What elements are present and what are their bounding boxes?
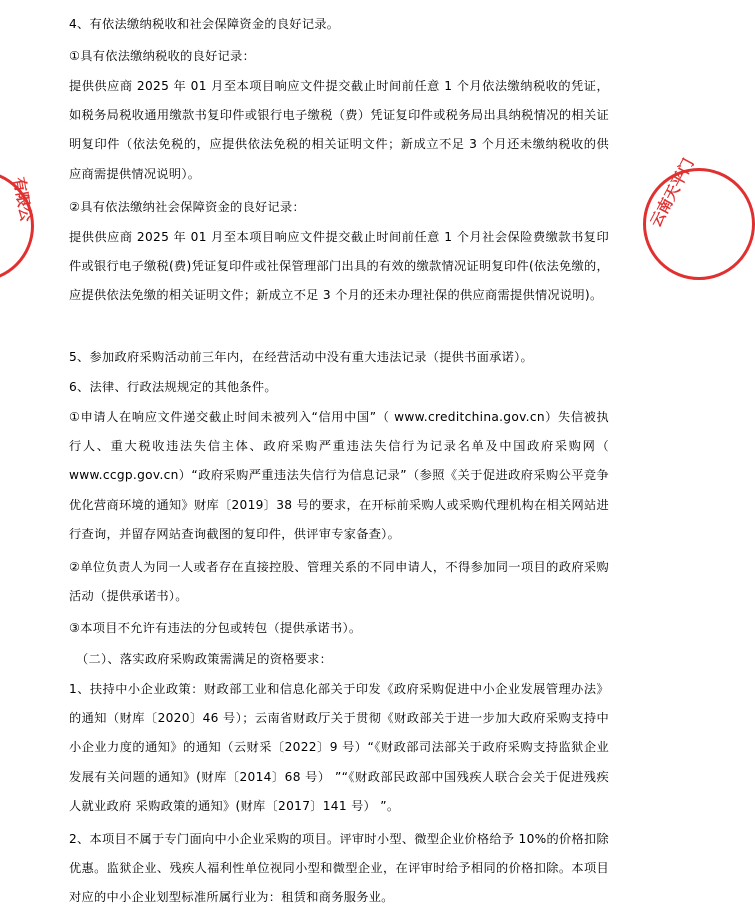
paragraph-item-6: 6、法律、行政法规规定的其他条件。	[69, 380, 277, 394]
paragraph-tax-body: 提供供应商 2025 年 01 月至本项目响应文件提交截止时间前任意 1 个月依法缴纳税收的凭证，如税务局税收通用缴款书复印件或银行电子缴税（费）凭证复印件或税务局出具纳税情况的相关证明复印件（依法免税的，应提供依法免税的相关证明文件；新成立不足 3 个月还未缴纳税收的供应商需提供情况说明）。	[69, 79, 609, 181]
company-seal-left	[0, 170, 34, 282]
paragraph-item-5: 5、参加政府采购活动前三年内，在经营活动中没有重大违法记录（提供书面承诺）。	[69, 350, 533, 364]
company-seal-right	[643, 155, 755, 280]
paragraph-sme-policy: 1、扶持中小企业政策：财政部工业和信息化部关于印发《政府采购促进中小企业发展管理办法》的通知（财库〔2020〕46 号）；云南省财政厅关于贯彻《财政部关于进一步加大政府采购支持中小企业力度的通知》的通知（云财采〔2022〕9 号）“《财政部司法部关于政府采购支持监狱企业发展有关问题的通知》(财库〔2014〕68 号） ”“《财政部民政部中国残疾人联合会关于促进残疾人就业政府 采购政策的通知》(财库〔2017〕141 号） ”。	[69, 682, 609, 813]
seal-text-right: 云南天平门	[646, 155, 698, 230]
section-heading-policy: （二）、落实政府采购政策需满足的资格要求：	[76, 652, 333, 666]
paragraph-tax-heading: ①具有依法缴纳税收的良好记录：	[69, 49, 256, 63]
paragraph-social-body: 提供供应商 2025 年 01 月至本项目响应文件提交截止时间前任意 1 个月社会保险费缴款书复印件或银行电子缴税(费)凭证复印件或社保管理部门出具的有效的缴款情况证明复印件(依法免缴的，应提供依法免缴的相关证明文件；新成立不足 3 个月的还未办理社保的供应商需提供情况说明)。	[69, 230, 609, 303]
seal-text-left: 有限公	[9, 175, 36, 224]
paragraph-item-4: 4、有依法缴纳税收和社会保障资金的良好记录。	[69, 17, 340, 31]
paragraph-same-person: ②单位负责人为同一人或者存在直接控股、管理关系的不同申请人，不得参加同一项目的政府采购活动（提供承诺书）。	[69, 560, 609, 604]
paragraph-social-heading: ②具有依法缴纳社会保障资金的良好记录：	[69, 200, 306, 214]
paragraph-subcontract: ③本项目不允许有违法的分包或转包（提供承诺书）。	[69, 621, 362, 635]
paragraph-credit-check: ①申请人在响应文件递交截止时间未被列入“信用中国”（ www.creditchina.gov.cn）失信被执行人、重大税收违法失信主体、政府采购严重违法失信行为记录名单及中国政府采购网（ www.ccgp.gov.cn）“政府采购严重违法失信行为信息记录”（参照《关于促进政府采购公平竞争优化营商环境的通知》财库〔2019〕38 号的要求，在开标前采购人或采购代理机构在相关网站进行查询，并留存网站查询截图的复印件，供评审专家备查）。	[69, 410, 609, 541]
paragraph-price-deduction: 2、本项目不属于专门面向中小企业采购的项目。评审时小型、微型企业价格给予 10%的价格扣除优惠。监狱企业、残疾人福利性单位视同小型和微型企业，在评审时给予相同的价格扣除。本项目对应的中小企业划型标准所属行业为：租赁和商务服务业。	[69, 832, 609, 905]
